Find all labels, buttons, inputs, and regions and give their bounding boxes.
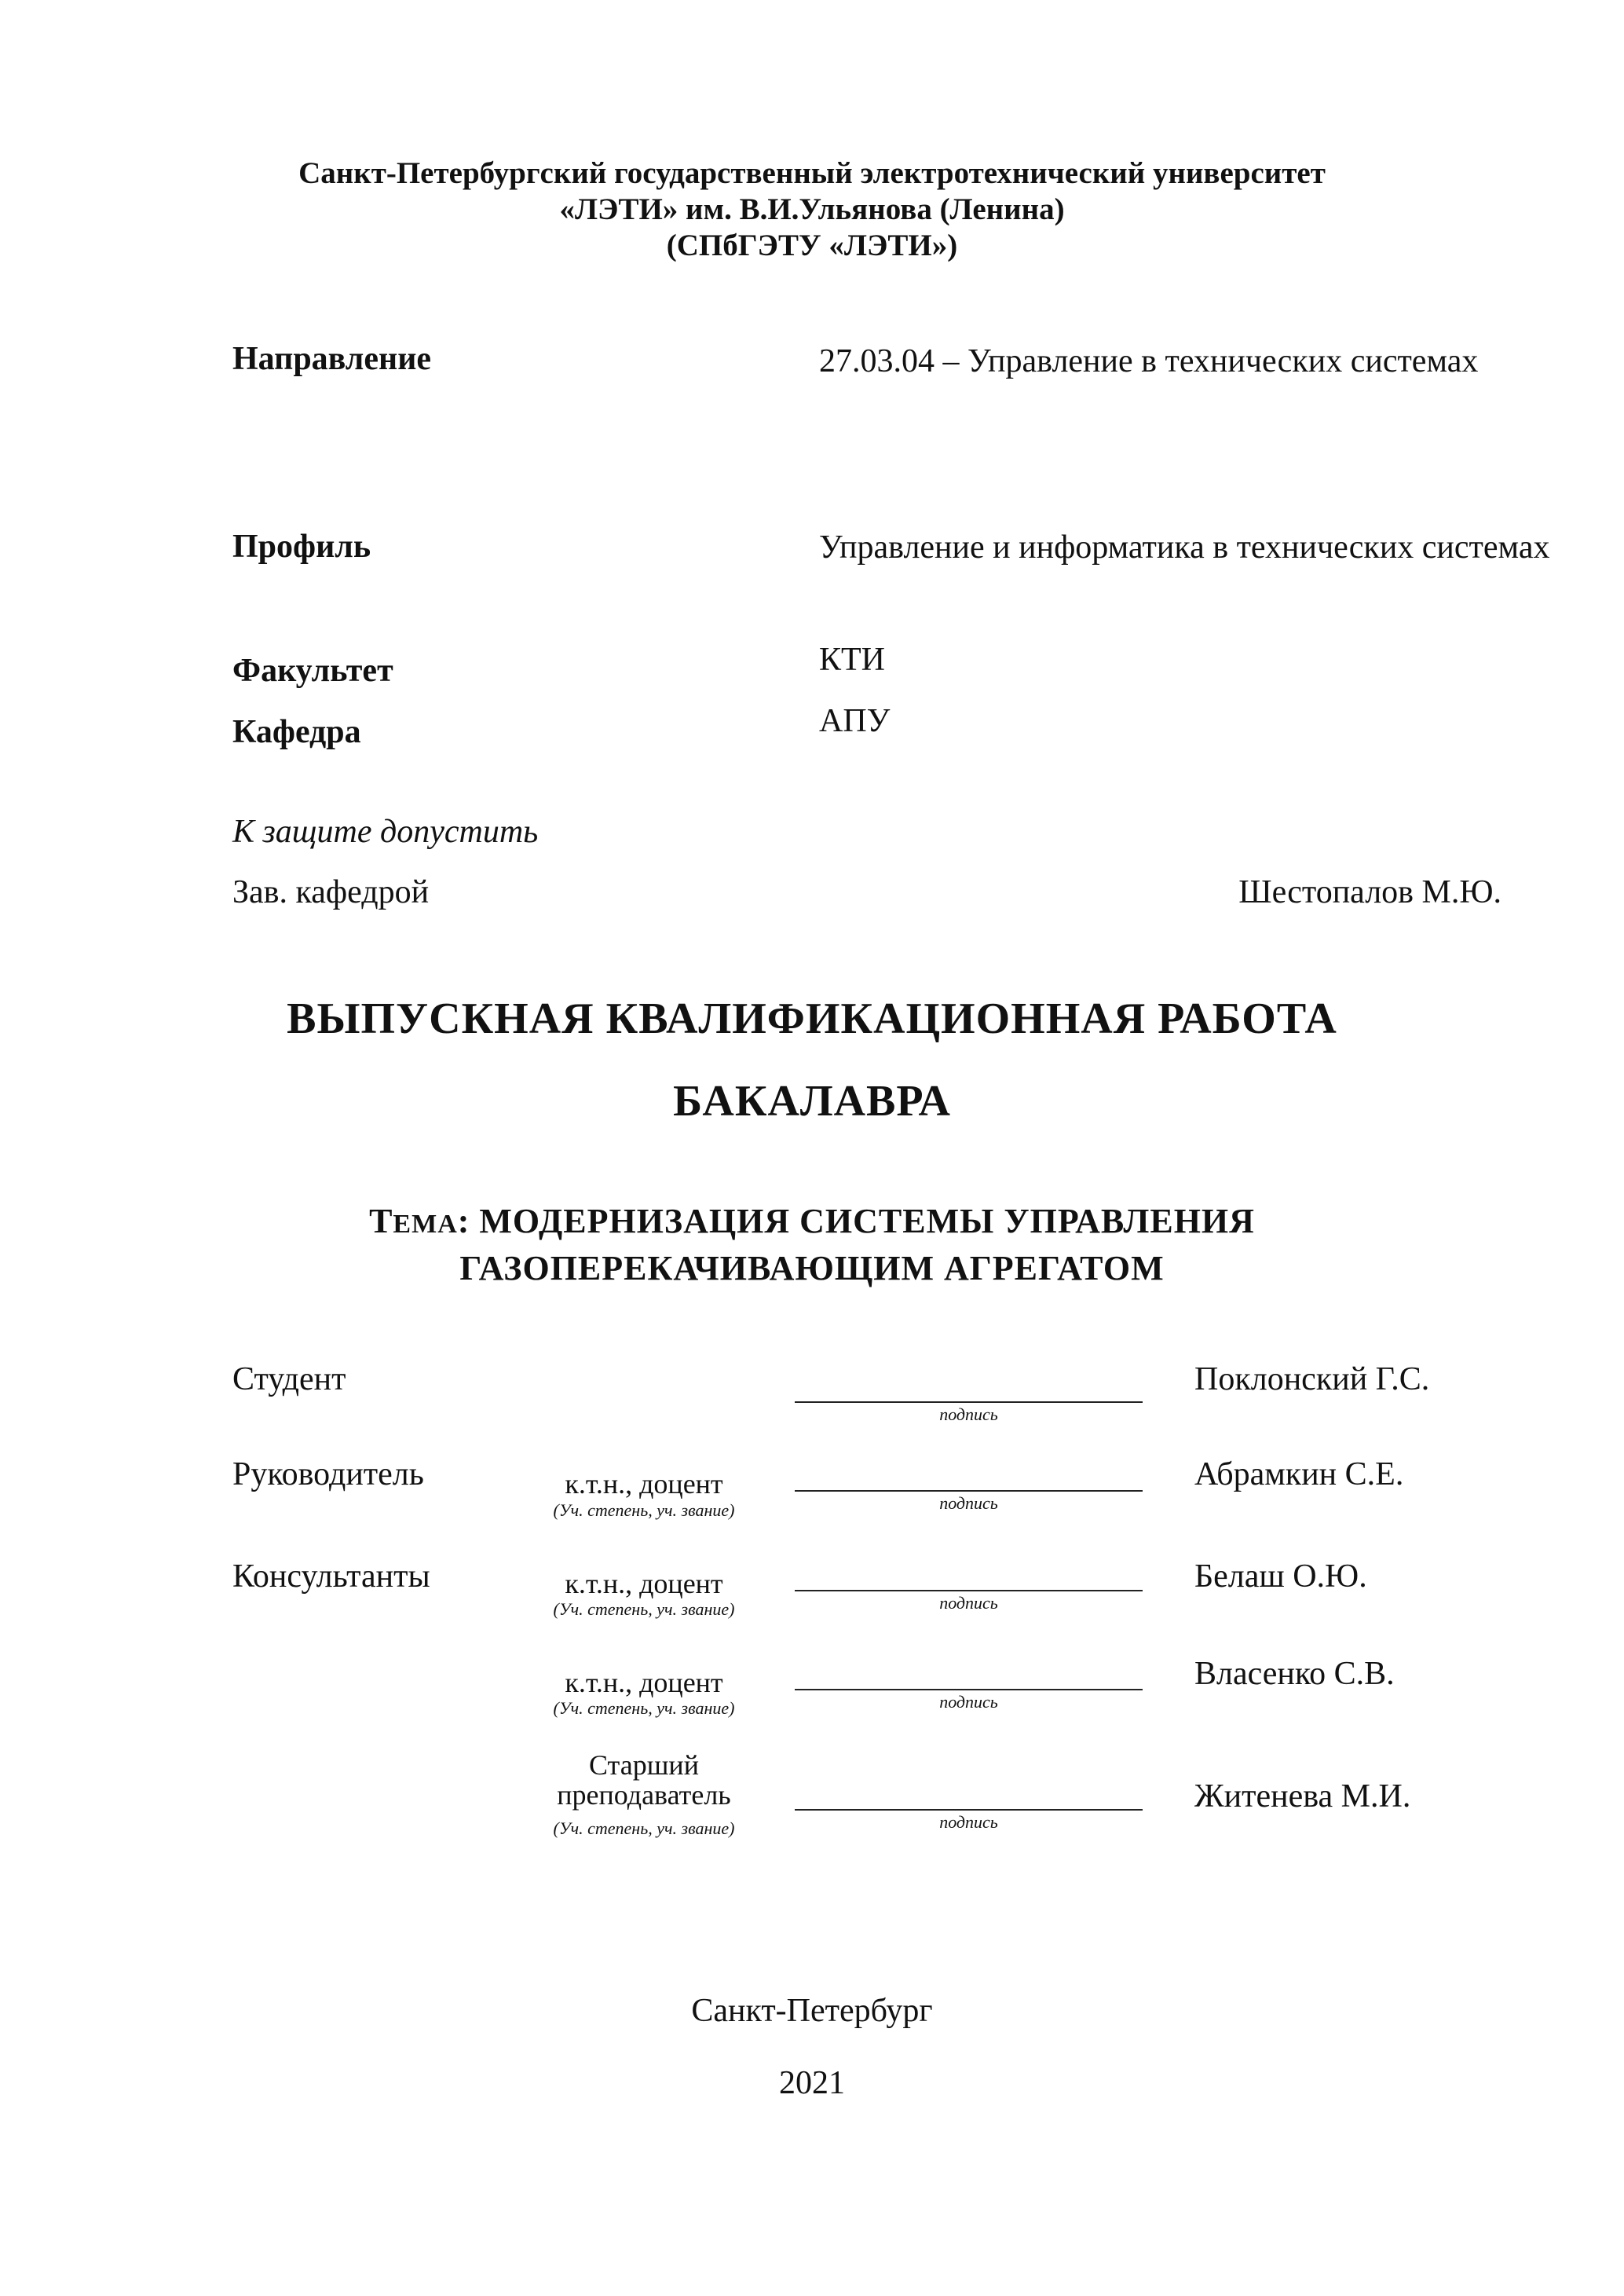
consultant-3-name: Житенева М.И. [1194,1778,1411,1814]
topic-text-line-1: МОДЕРНИЗАЦИЯ СИСТЕМЫ УПРАВЛЕНИЯ [479,1202,1255,1240]
consultant-3-degree-line-2: преподаватель [557,1779,731,1811]
consultant-2-signature-hint: подпись [939,1692,998,1712]
consultant-3-degree [518,1750,770,1810]
city: Санкт-Петербург [691,1993,933,2029]
topic-colon: : [457,1202,470,1240]
consultant-1-degree-hint: (Уч. степень, уч. звание) [553,1599,735,1619]
admission-text: К защите допустить [232,814,539,850]
department-value: АПУ [819,703,891,739]
supervisor-signature-line [795,1490,1143,1492]
consultant-3-degree-hint: (Уч. степень, уч. звание) [553,1818,735,1838]
profile-label: Профиль [232,529,371,565]
consultant-2-name: Власенко С.В. [1194,1656,1395,1692]
topic-prefix-first: Т [369,1202,393,1240]
direction-label: Направление [232,341,432,377]
department-label: Кафедра [232,714,361,750]
university-header [0,156,1624,264]
consultant-2-degree-hint: (Уч. степень, уч. звание) [553,1698,735,1718]
consultant-1-name: Белаш О.Ю. [1194,1558,1367,1595]
consultant-3-signature-hint: подпись [939,1812,998,1832]
direction-value: 27.03.04 – Управление в технических системах [819,343,1479,379]
consultant-1-signature-hint: подпись [939,1593,998,1613]
consultant-2-degree: к.т.н., доцент [565,1667,723,1698]
university-line-1: Санкт-Петербургский государственный электротехнический университет [298,156,1326,190]
student-signature-line [795,1401,1143,1403]
head-of-department-name: Шестопалов М.Ю. [1238,874,1501,910]
supervisor-degree-hint: (Уч. степень, уч. звание) [553,1500,735,1520]
head-of-department-label: Зав. кафедрой [232,874,430,910]
thesis-title-line-2: БАКАЛАВРА [673,1077,951,1126]
consultant-1-signature-line [795,1590,1143,1591]
topic-text-line-2: ГАЗОПЕРЕКАЧИВАЮЩИМ АГРЕГАТОМ [459,1249,1165,1287]
supervisor-degree: к.т.н., доцент [565,1468,723,1500]
consultant-3-signature-line [795,1809,1143,1811]
supervisor-label: Руководитель [232,1456,424,1492]
student-signature-hint: подпись [939,1404,998,1424]
faculty-value: КТИ [819,642,885,678]
supervisor-signature-hint: подпись [939,1493,998,1513]
student-name: Поклонский Г.С. [1194,1361,1430,1397]
year: 2021 [779,2065,845,2101]
consultant-2-signature-line [795,1689,1143,1690]
student-label: Студент [232,1361,346,1397]
university-line-3: (СПбГЭТУ «ЛЭТИ») [666,229,958,262]
thesis-title-line-1: ВЫПУСКНАЯ КВАЛИФИКАЦИОННАЯ РАБОТА [287,994,1337,1043]
consultants-label: Консультанты [232,1558,430,1595]
university-line-2: «ЛЭТИ» им. В.И.Ульянова (Ленина) [559,192,1065,226]
topic [0,1199,1624,1291]
profile-value: Управление и информатика в технических системах [819,529,1550,566]
topic-line-1 [0,1199,1624,1247]
consultant-1-degree: к.т.н., доцент [565,1568,723,1599]
faculty-label: Факультет [232,653,393,689]
topic-prefix-rest: ЕМА [393,1210,458,1239]
supervisor-name: Абрамкин С.Е. [1194,1456,1404,1492]
consultant-3-degree-line-1: Старший [589,1749,699,1781]
